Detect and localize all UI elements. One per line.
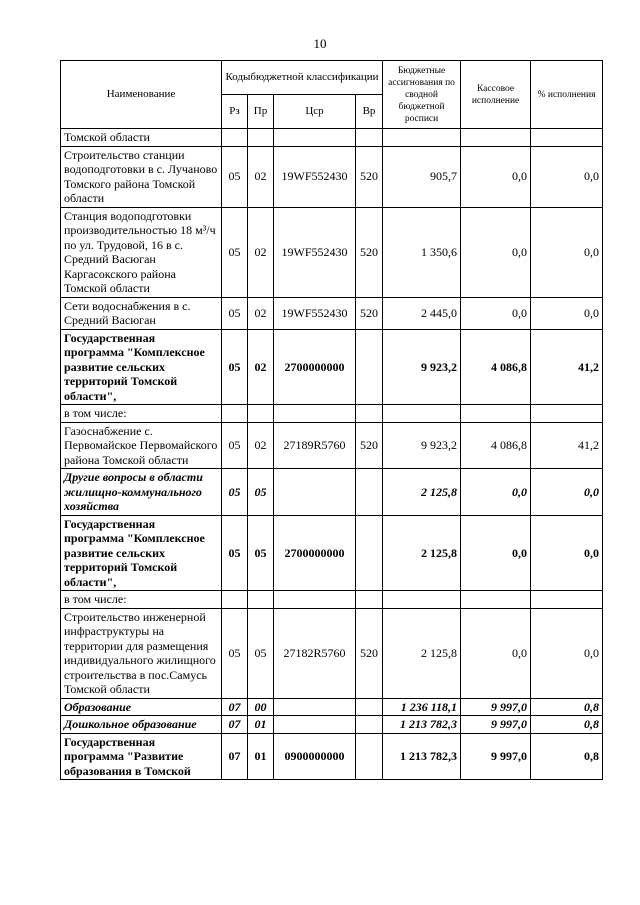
cell-rz: 05	[222, 469, 248, 516]
cell-pr	[248, 591, 274, 609]
cell-vr	[356, 716, 383, 734]
cell-name: Дошкольное образование	[61, 716, 222, 734]
cell-csr: 27189R5760	[274, 422, 356, 469]
cell-percent: 0,0	[531, 207, 603, 297]
cell-percent: 0,0	[531, 608, 603, 698]
cell-cash: 9 997,0	[461, 698, 531, 716]
cell-name: в том числе:	[61, 591, 222, 609]
cell-csr	[274, 129, 356, 147]
cell-budget: 2 125,8	[383, 608, 461, 698]
cell-budget: 1 236 118,1	[383, 698, 461, 716]
cell-rz: 07	[222, 716, 248, 734]
cell-pr: 01	[248, 733, 274, 780]
header-pr: Пр	[248, 95, 274, 129]
table-row	[61, 297, 603, 329]
cell-cash: 4 086,8	[461, 422, 531, 469]
table-row	[61, 422, 603, 469]
table-row	[61, 405, 603, 423]
cell-csr: 19WF552430	[274, 297, 356, 329]
cell-cash: 0,0	[461, 146, 531, 207]
table-row	[61, 515, 603, 591]
cell-pr: 02	[248, 207, 274, 297]
table-row	[61, 146, 603, 207]
table-row	[61, 608, 603, 698]
cell-budget: 1 213 782,3	[383, 716, 461, 734]
cell-name: Строительство станции водоподготовки в с. Лучаново Томского района Томской области	[61, 146, 222, 207]
cell-vr	[356, 733, 383, 780]
header-budget: Бюджетные ассигнования по сводной бюджетной росписи	[383, 61, 461, 129]
cell-vr	[356, 329, 383, 405]
cell-name: Образование	[61, 698, 222, 716]
cell-name: Государственная программа "Комплексное развитие сельских территорий Томской области",	[61, 329, 222, 405]
table-row	[61, 733, 603, 780]
cell-percent	[531, 405, 603, 423]
cell-vr	[356, 698, 383, 716]
cell-vr	[356, 405, 383, 423]
table-row	[61, 329, 603, 405]
cell-cash: 0,0	[461, 608, 531, 698]
cell-budget	[383, 591, 461, 609]
cell-pr: 01	[248, 716, 274, 734]
cell-csr: 27182R5760	[274, 608, 356, 698]
cell-name: Газоснабжение с. Первомайское Первомайского района Томской области	[61, 422, 222, 469]
cell-rz: 05	[222, 297, 248, 329]
cell-rz	[222, 405, 248, 423]
cell-percent	[531, 129, 603, 147]
cell-percent: 0,8	[531, 733, 603, 780]
cell-csr	[274, 469, 356, 516]
cell-budget	[383, 405, 461, 423]
cell-cash: 0,0	[461, 207, 531, 297]
cell-percent: 0,0	[531, 469, 603, 516]
cell-percent: 0,0	[531, 515, 603, 591]
cell-budget: 905,7	[383, 146, 461, 207]
cell-name: Государственная программа "Комплексное развитие сельских территорий Томской области",	[61, 515, 222, 591]
cell-cash	[461, 591, 531, 609]
cell-vr	[356, 591, 383, 609]
cell-pr: 02	[248, 422, 274, 469]
header-vr: Вр	[356, 95, 383, 129]
cell-cash: 0,0	[461, 515, 531, 591]
cell-budget: 2 445,0	[383, 297, 461, 329]
cell-percent: 0,0	[531, 146, 603, 207]
cell-pr: 02	[248, 146, 274, 207]
header-percent: % исполнения	[531, 61, 603, 129]
cell-vr: 520	[356, 207, 383, 297]
cell-cash	[461, 405, 531, 423]
cell-csr	[274, 405, 356, 423]
cell-pr: 05	[248, 608, 274, 698]
cell-name: Строительство инженерной инфраструктуры на территории для размещения индивидуального жилищного строительства в пос.Самусь Томской области	[61, 608, 222, 698]
table-row	[61, 129, 603, 147]
cell-budget: 9 923,2	[383, 329, 461, 405]
cell-percent	[531, 591, 603, 609]
cell-rz: 05	[222, 207, 248, 297]
header-rz: Рз	[222, 95, 248, 129]
cell-rz: 07	[222, 733, 248, 780]
cell-vr: 520	[356, 146, 383, 207]
cell-rz: 05	[222, 608, 248, 698]
cell-percent: 41,2	[531, 422, 603, 469]
header-name: Наименование	[61, 61, 222, 129]
cell-csr: 2700000000	[274, 515, 356, 591]
budget-table	[60, 60, 603, 780]
header-csr: Цср	[274, 95, 356, 129]
table-row	[61, 591, 603, 609]
cell-name: Станция водоподготовки производительностью 18 м³/ч по ул. Трудовой, 16 в с. Средний Васюган Каргасокского района Томской области	[61, 207, 222, 297]
cell-budget: 1 350,6	[383, 207, 461, 297]
table-row	[61, 716, 603, 734]
cell-name: Другие вопросы в области жилищно-коммунального хозяйства	[61, 469, 222, 516]
cell-budget: 9 923,2	[383, 422, 461, 469]
cell-budget: 1 213 782,3	[383, 733, 461, 780]
cell-pr: 00	[248, 698, 274, 716]
cell-cash: 9 997,0	[461, 716, 531, 734]
table-row	[61, 469, 603, 516]
cell-pr	[248, 129, 274, 147]
cell-vr	[356, 129, 383, 147]
cell-budget: 2 125,8	[383, 515, 461, 591]
cell-pr: 02	[248, 329, 274, 405]
header-codes: Кодыбюджетной классификации	[222, 61, 383, 95]
cell-pr	[248, 405, 274, 423]
cell-vr	[356, 469, 383, 516]
table-row	[61, 698, 603, 716]
cell-rz: 05	[222, 422, 248, 469]
cell-csr	[274, 591, 356, 609]
page-number: 10	[313, 36, 327, 51]
cell-csr: 0900000000	[274, 733, 356, 780]
cell-vr: 520	[356, 422, 383, 469]
cell-percent: 41,2	[531, 329, 603, 405]
cell-csr: 2700000000	[274, 329, 356, 405]
cell-pr: 02	[248, 297, 274, 329]
cell-csr	[274, 698, 356, 716]
cell-csr	[274, 716, 356, 734]
cell-vr	[356, 515, 383, 591]
cell-name: в том числе:	[61, 405, 222, 423]
cell-rz	[222, 591, 248, 609]
cell-rz: 05	[222, 146, 248, 207]
cell-name: Сети водоснабжения в с. Средний Васюган	[61, 297, 222, 329]
cell-cash	[461, 129, 531, 147]
cell-vr: 520	[356, 297, 383, 329]
cell-name: Государственная программа "Развитие образования в Томской	[61, 733, 222, 780]
cell-budget	[383, 129, 461, 147]
table-row	[61, 207, 603, 297]
cell-name: Томской области	[61, 129, 222, 147]
cell-rz: 05	[222, 515, 248, 591]
cell-csr: 19WF552430	[274, 146, 356, 207]
cell-vr: 520	[356, 608, 383, 698]
header-cash: Кассовое исполнение	[461, 61, 531, 129]
cell-cash: 0,0	[461, 469, 531, 516]
cell-pr: 05	[248, 515, 274, 591]
table-body	[61, 129, 603, 780]
cell-budget: 2 125,8	[383, 469, 461, 516]
cell-rz: 05	[222, 329, 248, 405]
cell-cash: 0,0	[461, 297, 531, 329]
cell-percent: 0,8	[531, 698, 603, 716]
cell-percent: 0,0	[531, 297, 603, 329]
cell-rz: 07	[222, 698, 248, 716]
cell-pr: 05	[248, 469, 274, 516]
cell-cash: 4 086,8	[461, 329, 531, 405]
cell-cash: 9 997,0	[461, 733, 531, 780]
cell-csr: 19WF552430	[274, 207, 356, 297]
cell-rz	[222, 129, 248, 147]
cell-percent: 0,8	[531, 716, 603, 734]
